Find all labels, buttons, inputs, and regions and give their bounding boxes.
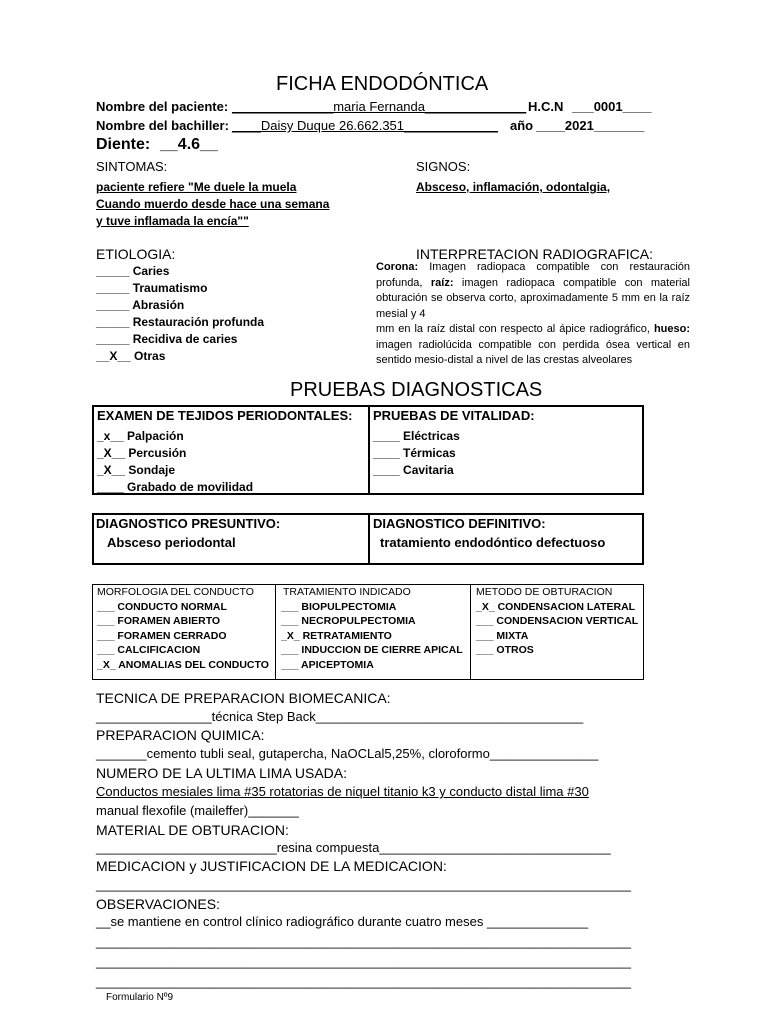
patient-value: ______________maria Fernanda______________ — [232, 99, 527, 114]
tratamiento-item: ___ APICEPTOMIA — [281, 659, 374, 671]
hueso-text: imagen radiolúcida compatible con perdida ósea vertical en sentido mesio-distal a nivel de las crestas alveolares — [376, 338, 690, 366]
year-value: ____2021_______ — [536, 118, 645, 133]
medicacion-label: MEDICACION y JUSTIFICACION DE LA MEDICACION: — [96, 858, 447, 874]
presuntivo-label: DIAGNOSTICO PRESUNTIVO: — [96, 516, 281, 531]
tratamiento-item: ___ BIOPULPECTOMIA — [281, 601, 397, 613]
vitalidad-item: ____ Cavitaria — [373, 463, 454, 477]
lima-label: NUMERO DE LA ULTIMA LIMA USADA: — [96, 765, 348, 781]
hcn-value: ___0001____ — [572, 99, 652, 114]
tecnica-value: ________________técnica Step Back_____________________________________ — [96, 709, 584, 724]
observaciones-label: OBSERVACIONES: — [96, 896, 220, 912]
morfologia-label: MORFOLOGIA DEL CONDUCTO — [97, 586, 254, 598]
etiologia-item: _____ Recidiva de caries — [96, 332, 238, 346]
morfologia-item: ___ CONDUCTO NORMAL — [97, 601, 227, 613]
observaciones-line-4: __________________________________________________________________________ — [96, 974, 632, 989]
signos-value: Absceso, inflamación, odontalgia, — [416, 180, 611, 194]
signos-label: SIGNOS: — [416, 159, 471, 174]
definitivo-value: tratamiento endodóntico defectuoso — [380, 535, 606, 550]
presuntivo-value: Absceso periodontal — [107, 535, 236, 550]
periodontales-label: EXAMEN DE TEJIDOS PERIODONTALES: — [97, 408, 353, 423]
vitalidad-item: ____ Eléctricas — [373, 429, 460, 443]
tratamiento-item: ___ INDUCCION DE CIERRE APICAL — [281, 644, 463, 656]
lima-line-2: manual flexofile (maileffer)_______ — [96, 803, 299, 818]
etiologia-item: __X__ Otras — [96, 349, 166, 363]
obturacion-metodo-label: METODO DE OBTURACION — [476, 586, 613, 598]
radiografica-line-2: mm en la raíz distal con respecto al ápice radiográfico, — [376, 323, 650, 335]
observaciones-line-2: __________________________________________________________________________ — [96, 934, 632, 949]
footer-form-number: Formulario Nº9 — [106, 992, 174, 1003]
periodontales-item: ____ Grabado de movilidad — [97, 480, 254, 494]
bachelor-value: ____Daisy Duque 26.662.351_____________ — [232, 118, 499, 133]
tratamiento-item: _X_ RETRATAMIENTO — [281, 630, 392, 642]
obturacion-metodo-item: _X_ CONDENSACION LATERAL — [476, 601, 636, 613]
tooth-value: __4.6__ — [160, 136, 218, 153]
etiologia-item: _____ Abrasión — [96, 298, 185, 312]
bachelor-label: Nombre del bachiller: — [96, 118, 229, 133]
etiologia-item: _____ Traumatismo — [96, 281, 208, 295]
tecnica-label: TECNICA DE PREPARACION BIOMECANICA: — [96, 690, 391, 706]
etiologia-item: _____ Caries — [96, 264, 170, 278]
obturacion-metodo-item: ___ MIXTA — [476, 630, 529, 642]
conducto-divider-2 — [470, 584, 471, 680]
vitalidad-item: ____ Térmicas — [373, 446, 456, 460]
tratamiento-label: TRATAMIENTO INDICADO — [283, 586, 411, 598]
morfologia-item: ___ FORAMEN ABIERTO — [97, 615, 221, 627]
etiologia-label: ETIOLOGIA: — [96, 246, 176, 262]
pruebas-divider — [368, 405, 370, 495]
quimica-value: _______cemento tubli seal, gutapercha, NaOCLal5,25%, cloroformo_______________ — [96, 746, 599, 761]
material-value: _________________________resina compuesta________________________________ — [96, 840, 611, 855]
definitivo-label: DIAGNOSTICO DEFINITIVO: — [373, 516, 546, 531]
vitalidad-label: PRUEBAS DE VITALIDAD: — [373, 408, 535, 423]
observaciones-line-3: __________________________________________________________________________ — [96, 954, 632, 969]
sintomas-label: SINTOMAS: — [96, 159, 168, 174]
radiografica-label: INTERPRETACION RADIOGRAFICA: — [416, 246, 653, 262]
obturacion-metodo-item: ___ CONDENSACION VERTICAL — [476, 615, 639, 627]
obturacion-metodo-item: ___ OTROS — [476, 644, 534, 656]
sintomas-line-3: y tuve inflamada la encía"" — [96, 214, 249, 228]
hueso-label: hueso: — [653, 323, 690, 335]
patient-label: Nombre del paciente: — [96, 99, 229, 114]
raiz-label: raíz: — [430, 276, 454, 289]
quimica-label: PREPARACION QUIMICA: — [96, 727, 265, 743]
sintomas-line-2: Cuando muerdo desde hace una semana — [96, 197, 330, 211]
morfologia-item: ___ CALCIFICACION — [97, 644, 201, 656]
observaciones-line-1: __se mantiene en control clínico radiográfico durante cuatro meses ______________ — [96, 914, 589, 929]
conducto-divider-1 — [275, 584, 276, 680]
morfologia-item: ___ FORAMEN CERRADO — [97, 630, 227, 642]
year-label: año — [510, 118, 534, 133]
radiografica-text — [376, 260, 690, 369]
page-title: FICHA ENDODÓNTICA — [276, 73, 489, 95]
periodontales-item: _x__ Palpación — [97, 429, 184, 443]
corona-text: Imagen radiopaca compatible con restauración profunda, — [376, 261, 690, 289]
hcn-label: H.C.N — [528, 99, 564, 114]
tratamiento-item: ___ NECROPULPECTOMIA — [281, 615, 416, 627]
tooth-label: Diente: — [96, 136, 151, 153]
diagnostico-divider — [368, 513, 370, 565]
periodontales-item: _X__ Percusión — [97, 446, 187, 460]
periodontales-item: _X__ Sondaje — [97, 463, 176, 477]
raiz-text: imagen radiopaca compatible con material obturación se observa corto, aproximadamente 5 mm en la raíz mesial y 4 — [376, 276, 690, 320]
etiologia-item: _____ Restauración profunda — [96, 315, 265, 329]
corona-label: Corona: — [376, 261, 419, 273]
pruebas-title: PRUEBAS DIAGNOSTICAS — [290, 379, 543, 401]
lima-line-1: Conductos mesiales lima #35 rotatorias de niquel titanio k3 y conducto distal lima #30 — [96, 784, 589, 799]
material-label: MATERIAL DE OBTURACION: — [96, 822, 289, 838]
morfologia-item: _X_ ANOMALIAS DEL CONDUCTO — [97, 659, 269, 671]
medicacion-line: __________________________________________________________________________ — [96, 877, 632, 892]
sintomas-line-1: paciente refiere "Me duele la muela — [96, 180, 297, 194]
